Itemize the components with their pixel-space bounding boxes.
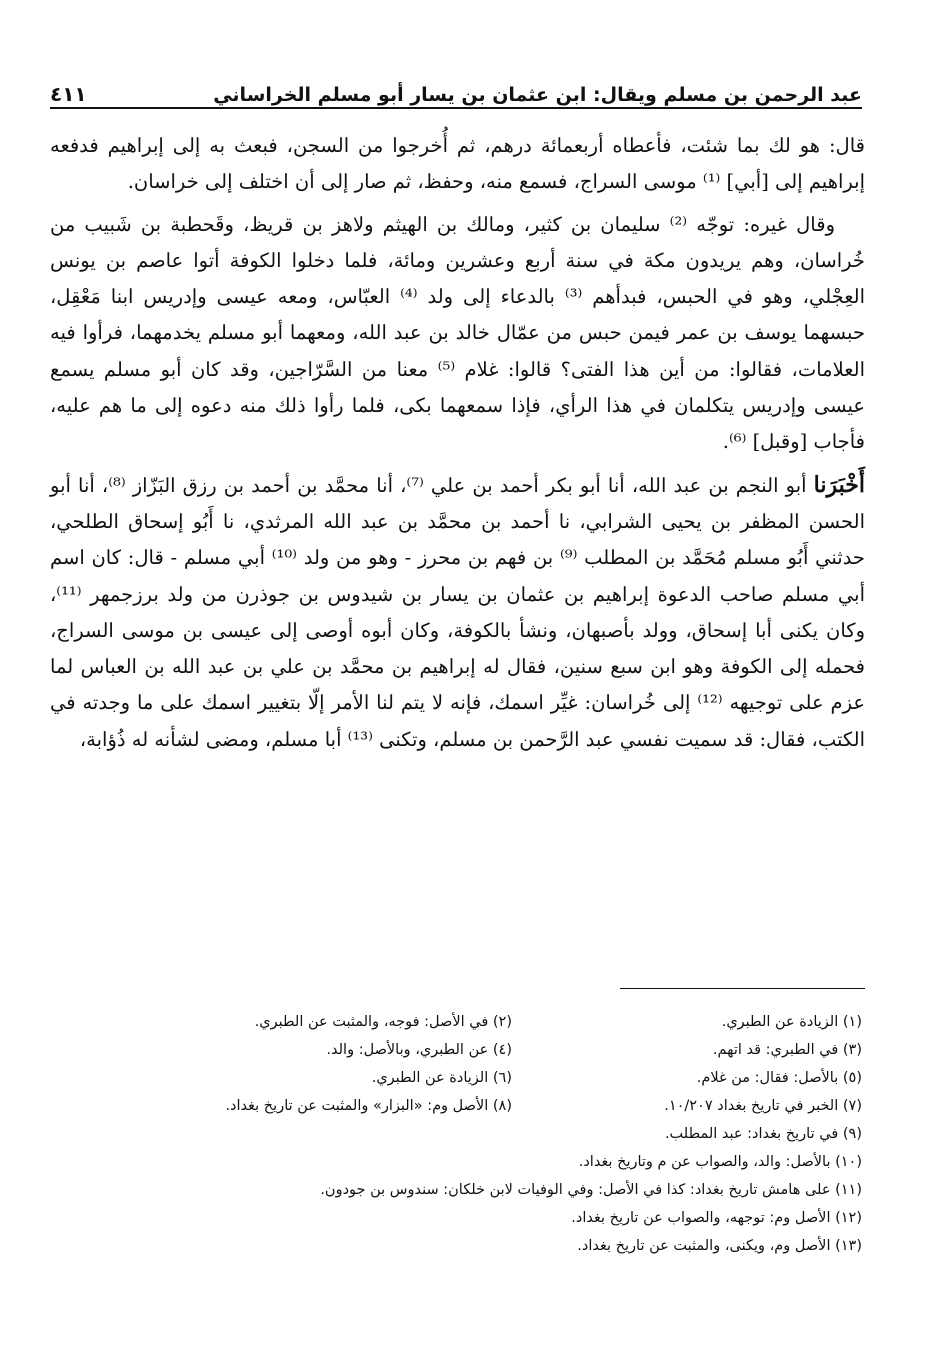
main-text — [50, 128, 865, 764]
footnote-7: (٧) الخبر في تاريخ بغداد ١٠/٢٠٧. — [664, 1098, 862, 1114]
footnote-13: (١٣) الأصل وم، ويكنى، والمثبت عن تاريخ بغداد. — [577, 1238, 862, 1254]
footnote-row — [110, 1064, 862, 1092]
running-header — [50, 70, 862, 106]
footnote-1: (١) الزيادة عن الطبري. — [721, 1014, 862, 1030]
footnote-row — [110, 1036, 862, 1064]
paragraph-3 — [50, 467, 865, 758]
footnote-9: (٩) في تاريخ بغداد: عبد المطلب. — [664, 1126, 862, 1142]
footnote-2: (٢) في الأصل: فوجه، والمثبت عن الطبري. — [254, 1014, 512, 1030]
footnote-4: (٤) عن الطبري، وبالأصل: والد. — [326, 1042, 512, 1058]
footnotes — [110, 1008, 862, 1260]
footnote-6: (٦) الزيادة عن الطبري. — [371, 1070, 512, 1086]
footnote-5: (٥) بالأصل: فقال: من غلام. — [696, 1070, 862, 1086]
isnad-lead: أَخْبَرَنا — [813, 471, 865, 498]
footnote-10: (١٠) بالأصل: والد، والصواب عن م وتاريخ بغداد. — [578, 1154, 862, 1170]
footnote-3: (٣) في الطبري: قد اتهم. — [712, 1042, 862, 1058]
footnote-row — [110, 1008, 862, 1036]
footnote-rule — [620, 988, 865, 989]
footnote-8: (٨) الأصل وم: «البزار» والمثبت عن تاريخ بغداد. — [225, 1098, 512, 1114]
paragraph-1: قال: هو لك بما شئت، فأعطاه أربعمائة درهم، ثم أُخرجوا من السجن، فبعث به إلى إبراهيم فدفعه إبراهيم إلى [أبي] ⁽¹⁾ موسى السراج، فسمع منه، وحفظ، ثم صار إلى أن اختلف إلى خراسان. — [50, 134, 865, 194]
footnote-12: (١٢) الأصل وم: توجهه، والصواب عن تاريخ بغداد. — [571, 1210, 862, 1226]
page-number: ٤١١ — [50, 82, 87, 106]
running-title: عبد الرحمن بن مسلم ويقال: ابن عثمان بن يسار أبو مسلم الخراساني — [213, 84, 862, 106]
paragraph-2: وقال غيره: توجّه ⁽²⁾ سليمان بن كثير، ومالك بن الهيثم ولاهز بن قريظ، وقَحطبة بن شَبيب من خُراسان، وهم يريدون مكة في سنة أربع وعشرين ومائة، فلما دخلوا الكوفة أتوا عاصم بن يونس العِجْلي، وهو في الحبس، فبدأهم ⁽³⁾ بالدعاء إلى ولد ⁽⁴⁾ العبّاس، ومعه عيسى وإدريس ابنا مَعْقِل، حبسهما يوسف بن عمر فيمن حبس من عمّال خالد بن عبد الله، ومعهما أبو مسلم يخدمهما، فرأوا فيه العلامات، فقالوا: من أين هذا الفتى؟ قالوا: غلام ⁽⁵⁾ معنا من السَّرّاجين، وقد كان أبو مسلم يسمع عيسى وإدريس يتكلمان في هذا الرأي، فإذا سمعهما بكى، فلما رأوا ذلك منه دعوه إلى ما هم عليه، فأجاب [وقبل] ⁽⁶⁾. — [50, 212, 866, 454]
isnad-text: أبو النجم بن عبد الله، أنا أبو بكر أحمد بن علي ⁽⁷⁾، أنا محمَّد بن أحمد بن رزق البَزّاز ⁽⁸⁾، أنا أبو الحسن المظفر بن يحيى الشرابي، نا أحمد بن محمَّد بن عبد الله المرثدي، نا أَبُو إسحاق الطلحي، حدثني أَبُو مسلم مُحَمَّد بن المطلب ⁽⁹⁾ بن فهم بن محرز - وهو من ولد ⁽¹⁰⁾ أبي مسلم - قال: كان اسم أبي مسلم صاحب الدعوة إبراهيم بن عثمان بن يسار بن شيدوس بن جوذرن من ولد برزجمهر ⁽¹¹⁾، وكان يكنى أبا إسحاق، وولد بأصبهان، ونشأ بالكوفة، وكان أبوه أوصى إلى عيسى بن موسى السراج، فحمله إلى الكوفة وهو ابن سبع سنين، فقال له إبراهيم بن محمَّد بن علي بن عبد الله بن العباس لما عزم على توجيهه ⁽¹²⁾ إلى خُراسان: غيِّر اسمك، فإنه لا يتم لنا الأمر إلّا بتغيير اسمك على ما وجدته في الكتب، فقال: قد سميت نفسي عبد الرَّحمن بن مسلم، وتكنى ⁽¹³⁾ أبا مسلم، ومضى لشأنه له ذُؤابة، — [50, 473, 865, 751]
footnote-row — [110, 1092, 862, 1120]
header-rule — [50, 107, 862, 109]
footnote-11: (١١) على هامش تاريخ بغداد: كذا في الأصل: وفي الوفيات لابن خلكان: سندوس بن جودون. — [320, 1182, 862, 1198]
